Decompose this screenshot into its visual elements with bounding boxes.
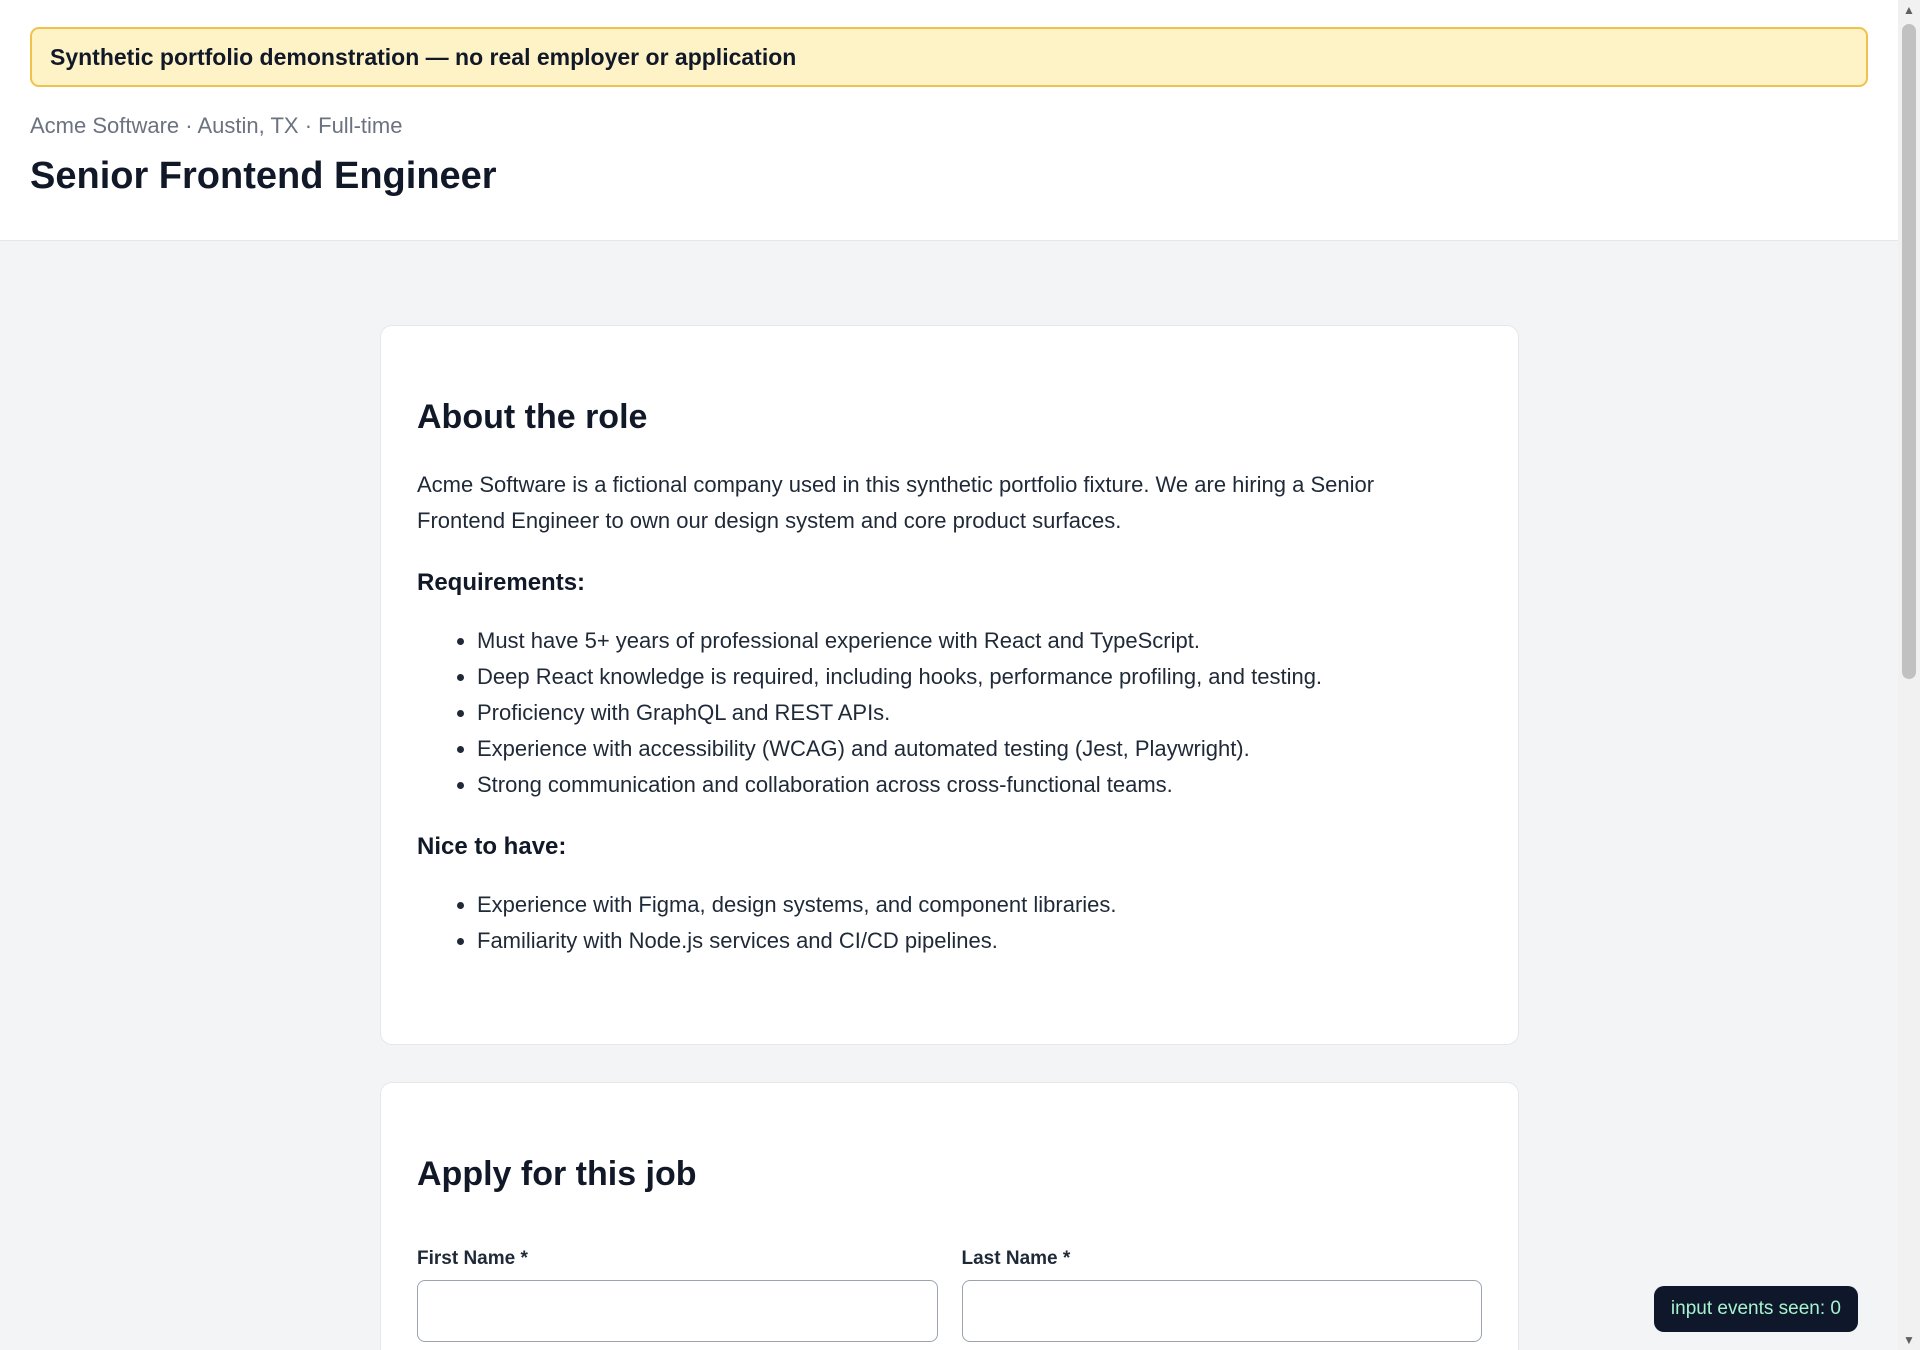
about-heading: About the role (417, 398, 648, 436)
apply-card (380, 1082, 1519, 1350)
last-name-group (962, 1248, 1483, 1342)
about-description: Acme Software is a fictional company used in this synthetic portfolio fixture. We are hiring a Senior Frontend Engineer to own our design system and core product surfaces. (417, 472, 1375, 533)
scroll-up-arrow-icon[interactable]: ▲ (1903, 3, 1915, 17)
job-header (0, 0, 1898, 241)
list-item: • Deep React knowledge is required, including hooks, performance profiling, and testing. (477, 659, 1482, 695)
job-meta: Acme Software · Austin, TX · Full-time (30, 113, 403, 138)
nice-to-have-list (417, 887, 1482, 959)
vertical-scrollbar[interactable] (1898, 0, 1920, 1350)
first-name-input[interactable] (417, 1280, 938, 1342)
scroll-down-arrow-icon[interactable]: ▼ (1903, 1333, 1915, 1347)
list-item: • Proficiency with GraphQL and REST APIs. (477, 695, 1482, 731)
list-item: • Familiarity with Node.js services and CI/CD pipelines. (477, 923, 1482, 959)
list-item: • Strong communication and collaboration across cross-functional teams. (477, 767, 1482, 803)
list-item: • Must have 5+ years of professional experience with React and TypeScript. (477, 623, 1482, 659)
scrollbar-thumb[interactable] (1902, 24, 1916, 679)
demo-banner (30, 27, 1868, 87)
nice-to-have-heading: Nice to have: (417, 833, 567, 860)
last-name-label: Last Name * (961, 1248, 1071, 1269)
last-name-input[interactable] (962, 1280, 1483, 1342)
requirements-list (417, 623, 1482, 803)
apply-heading: Apply for this job (417, 1155, 697, 1193)
name-fields-row (417, 1248, 1482, 1342)
page-title: Senior Frontend Engineer (30, 155, 497, 197)
requirements-heading: Requirements: (417, 569, 586, 596)
list-item: • Experience with Figma, design systems, and component libraries. (477, 887, 1482, 923)
first-name-group (417, 1248, 938, 1342)
about-card (380, 325, 1519, 1045)
input-events-badge: input events seen: 0 (1654, 1286, 1858, 1332)
list-item: • Experience with accessibility (WCAG) and automated testing (Jest, Playwright). (477, 731, 1482, 767)
first-name-label: First Name * (417, 1248, 528, 1269)
demo-banner-text: Synthetic portfolio demonstration — no real employer or application (50, 43, 797, 70)
